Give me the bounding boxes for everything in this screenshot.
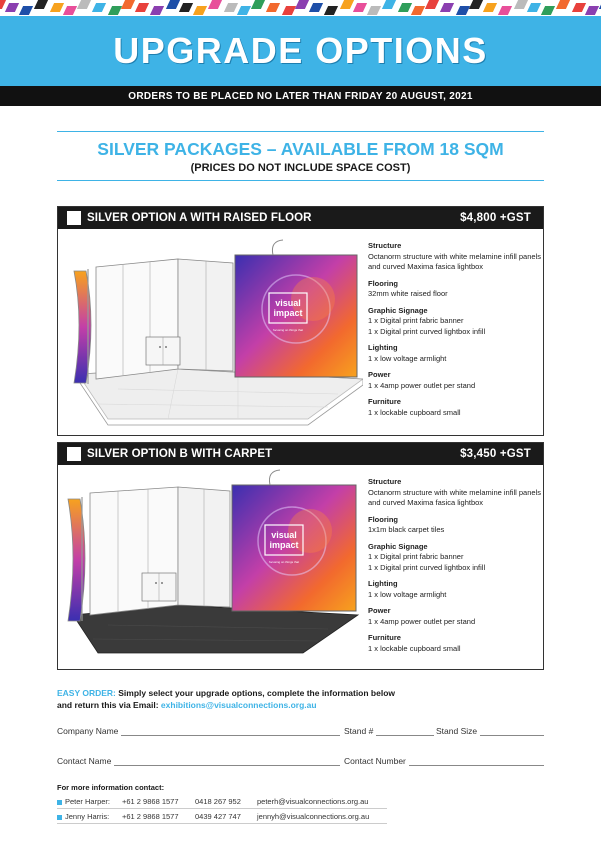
- option-b-body: [58, 465, 543, 669]
- spec-line: Octanorm structure with white melamine infill panels and curved Maxima fasica lightbox: [368, 487, 541, 507]
- booth-b-logo-tagline: focusing on things that: [268, 560, 300, 564]
- spec-line: 1 x 4amp power outlet per stand: [368, 616, 476, 626]
- decorative-color-chip: [309, 3, 323, 12]
- decorative-color-chip: [541, 6, 555, 15]
- decorative-color-chip: [19, 6, 33, 15]
- decorative-color-chip: [440, 3, 454, 12]
- decorative-color-chip: [121, 0, 135, 9]
- decorative-color-chip: [353, 3, 367, 12]
- spec-heading: Power: [368, 606, 391, 615]
- spec-heading: Graphic Signage: [368, 541, 428, 551]
- stand-number-field[interactable]: [344, 726, 434, 736]
- company-name-label: Company Name: [57, 726, 119, 736]
- decorative-color-chip: [50, 3, 64, 12]
- bullet-square-icon: [57, 800, 62, 805]
- contact-phone: +61 2 9868 1577: [122, 797, 179, 806]
- decorative-color-chip: [382, 0, 396, 9]
- booth-b-illustration: [58, 465, 363, 669]
- contact-info-title: For more information contact:: [57, 783, 165, 792]
- option-b-specs: [368, 477, 544, 654]
- contact-number-label: Contact Number: [344, 756, 406, 766]
- decorative-color-chip: [367, 6, 381, 15]
- option-b-title: SILVER OPTION B WITH CARPET: [87, 448, 273, 460]
- decorative-color-chip: [411, 6, 425, 15]
- bullet-square-icon: [57, 815, 62, 820]
- spec-heading: Structure: [368, 477, 402, 486]
- easy-order-text: Simply select your upgrade options, complete the information below: [115, 688, 396, 698]
- option-b-header: [58, 443, 543, 465]
- spec-heading: Power: [368, 370, 391, 379]
- stand-number-label: Stand #: [344, 726, 374, 736]
- decorative-color-chip: [585, 6, 599, 15]
- decorative-color-chip: [295, 0, 309, 9]
- spec-line: 32mm white raised floor: [368, 289, 448, 298]
- spec-heading: Flooring: [368, 514, 398, 524]
- company-name-input-line[interactable]: [121, 726, 340, 736]
- option-b-checkbox[interactable]: [67, 447, 81, 461]
- option-a-body: [58, 229, 543, 435]
- decorative-color-chip: [208, 0, 222, 9]
- spec-heading: Lighting: [368, 343, 398, 352]
- spec-line: 1 x Digital print fabric banner: [368, 316, 464, 325]
- section-title: SILVER PACKAGES – AVAILABLE FROM 18 SQM: [97, 139, 504, 159]
- form-row-contact: [57, 756, 544, 770]
- decorative-color-chip: [251, 0, 265, 9]
- option-a-card: [57, 206, 544, 436]
- decorative-color-chip: [108, 6, 122, 15]
- decorative-color-chip: [77, 0, 91, 9]
- spec-heading: Furniture: [368, 397, 401, 406]
- decorative-color-chip: [150, 6, 164, 15]
- booth-b-logo-line1: visual: [271, 530, 297, 540]
- contact-name-input-line[interactable]: [114, 756, 340, 766]
- contact-row-peter: [57, 795, 387, 809]
- decorative-color-chip: [556, 0, 570, 9]
- decorative-color-chip: [483, 3, 497, 12]
- spec-heading: Structure: [368, 241, 402, 250]
- decorative-color-chip: [179, 3, 193, 12]
- stand-size-input-line[interactable]: [480, 726, 544, 736]
- decorative-color-chip: [527, 3, 541, 12]
- form-row-company: [57, 726, 544, 740]
- page-title: UPGRADE OPTIONS: [113, 30, 488, 71]
- spec-line: 1 x Digital print fabric banner: [368, 552, 464, 561]
- stand-number-input-line[interactable]: [376, 726, 434, 736]
- decorative-color-chip: [224, 3, 238, 12]
- spec-heading: Lighting: [368, 579, 398, 588]
- decorative-color-chip: [92, 3, 106, 12]
- decorative-color-chip: [135, 3, 149, 12]
- decorative-color-chip: [237, 6, 251, 15]
- spec-line: 1 x Digital print curved lightbox infill: [368, 562, 486, 572]
- stand-size-field[interactable]: [436, 726, 544, 736]
- spec-line: 1 x lockable cupboard small: [368, 643, 461, 653]
- decorative-color-chip: [340, 0, 354, 9]
- decorative-color-chip: [498, 6, 512, 15]
- section-subtitle: (PRICES DO NOT INCLUDE SPACE COST): [190, 162, 411, 174]
- decorative-color-strip: [0, 0, 601, 16]
- booth-a-logo-line1: visual: [275, 298, 301, 308]
- decorative-color-chip: [514, 0, 528, 9]
- option-a-price: $4,800 +GST: [460, 212, 531, 224]
- contact-name: Peter Harper:: [65, 797, 111, 806]
- stand-size-label: Stand Size: [436, 726, 478, 736]
- easy-order-line2: and return this via Email:: [57, 700, 161, 710]
- contact-name: Jenny Harris:: [65, 812, 110, 821]
- spec-heading: Flooring: [368, 278, 398, 288]
- header-band: [0, 16, 601, 86]
- contact-email-link[interactable]: jennyh@visualconnections.org.au: [257, 812, 370, 821]
- spec-line: 1 x Digital print curved lightbox infill: [368, 326, 486, 336]
- deadline-band: [0, 86, 601, 106]
- decorative-color-chip: [324, 6, 338, 15]
- contact-row-jenny: [57, 810, 387, 824]
- option-b-card: [57, 442, 544, 670]
- contact-mobile: 0439 427 747: [195, 812, 241, 821]
- option-a-title: SILVER OPTION A WITH RAISED FLOOR: [87, 212, 312, 224]
- contact-phone: +61 2 9868 1577: [122, 812, 179, 821]
- easy-order-instructions: [57, 687, 544, 711]
- spec-line: 1 x 4amp power outlet per stand: [368, 380, 476, 390]
- contact-number-field[interactable]: [344, 756, 544, 766]
- spec-heading: Graphic Signage: [368, 305, 428, 315]
- section-rule-bottom: [57, 180, 544, 181]
- decorative-color-chip: [469, 0, 483, 9]
- contact-mobile: 0418 267 952: [195, 797, 241, 806]
- contact-email-link[interactable]: peterh@visualconnections.org.au: [257, 797, 369, 806]
- decorative-color-chip: [34, 0, 48, 9]
- decorative-color-chip: [398, 3, 412, 12]
- contact-number-input-line[interactable]: [409, 756, 544, 766]
- decorative-color-chip: [282, 6, 296, 15]
- contact-name-label: Contact Name: [57, 756, 112, 766]
- booth-a-logo-tagline: focusing on things that: [272, 328, 304, 332]
- contact-name-field[interactable]: [57, 756, 340, 766]
- decorative-color-chip: [0, 0, 6, 9]
- decorative-color-chip: [193, 6, 207, 15]
- section-rule-top: [57, 131, 544, 132]
- booth-a-logo-line2: impact: [273, 308, 303, 318]
- company-name-field[interactable]: [57, 726, 340, 736]
- decorative-color-chip: [425, 0, 439, 9]
- easy-order-label: EASY ORDER:: [57, 688, 116, 698]
- decorative-color-chip: [5, 3, 19, 12]
- option-a-header: [58, 207, 543, 229]
- decorative-color-chip: [572, 3, 586, 12]
- option-a-checkbox[interactable]: [67, 211, 81, 225]
- decorative-color-chip: [166, 0, 180, 9]
- order-email-link[interactable]: exhibitions@visualconnections.org.au: [160, 700, 317, 710]
- decorative-color-chip: [266, 3, 280, 12]
- spec-line: 1 x low voltage armlight: [368, 589, 447, 599]
- booth-a-illustration: [58, 229, 363, 435]
- spec-heading: Furniture: [368, 633, 401, 642]
- deadline-text: ORDERS TO BE PLACED NO LATER THAN FRIDAY 20 AUGUST, 2021: [128, 90, 473, 102]
- spec-line: 1 x low voltage armlight: [368, 353, 447, 363]
- decorative-color-chip: [456, 6, 470, 15]
- spec-line: 1 x lockable cupboard small: [368, 407, 461, 417]
- option-b-price: $3,450 +GST: [460, 448, 531, 460]
- decorative-color-chip: [63, 6, 77, 15]
- spec-line: Octanorm structure with white melamine infill panels and curved Maxima fasica lightbox: [368, 251, 541, 271]
- spec-line: 1x1m black carpet tiles: [368, 525, 445, 534]
- booth-b-logo-line2: impact: [269, 540, 299, 550]
- option-a-specs: [368, 241, 544, 418]
